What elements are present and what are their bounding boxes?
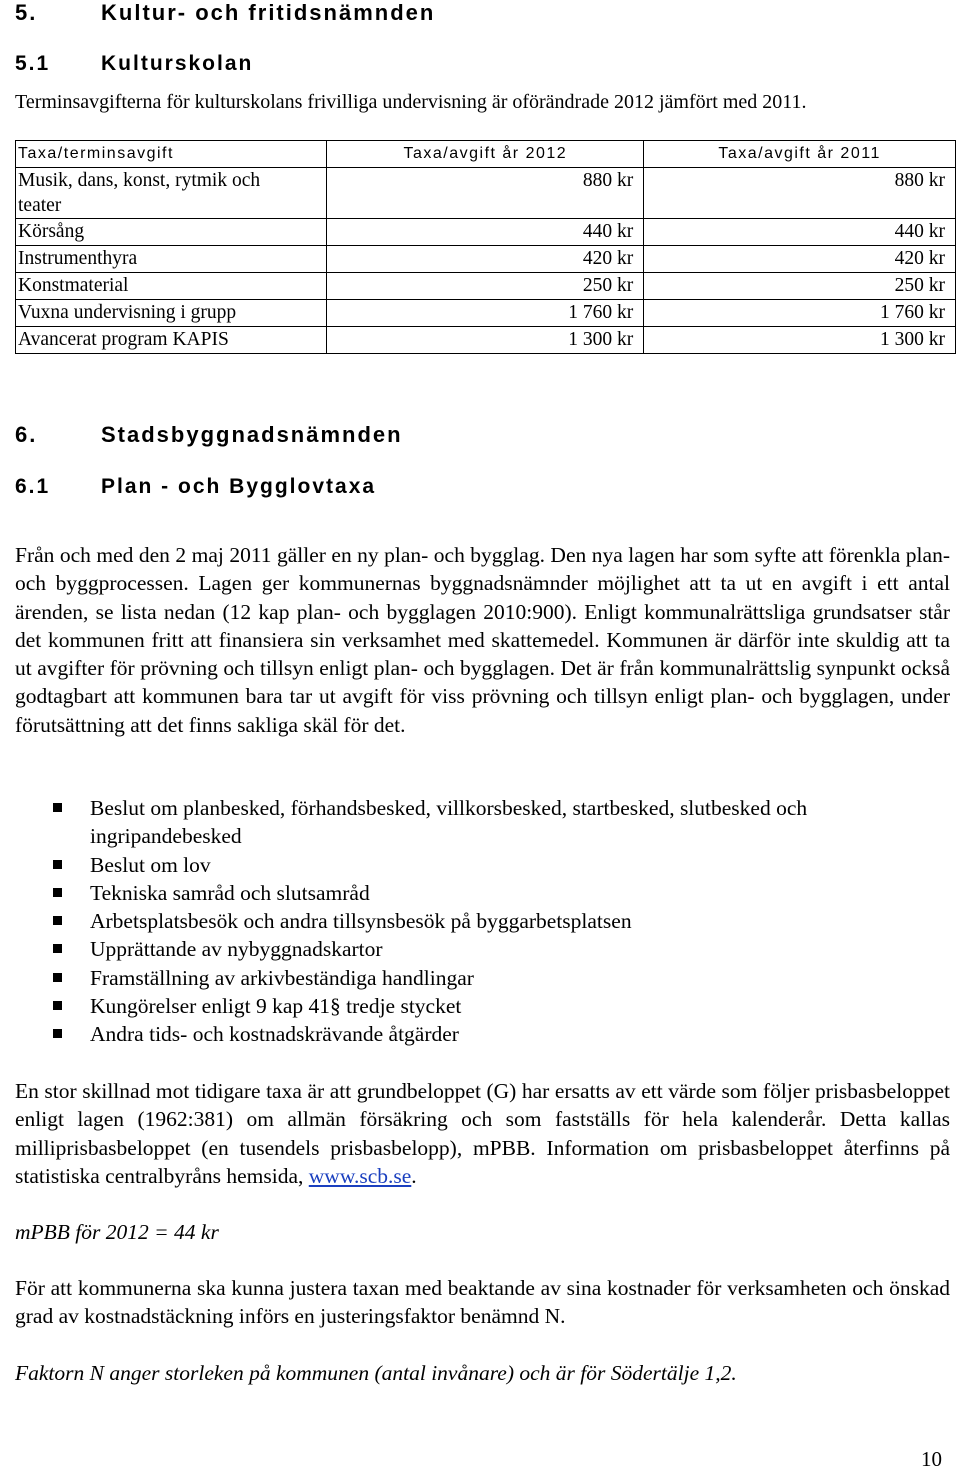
- adjustment-factor-paragraph: För att kommunerna ska kunna justera taxan med beaktande av sina kostnader för verksamheten och önskad grad av kostnadstäckning införs en justeringsfaktor benämnd N.: [15, 1276, 950, 1329]
- section-5-title: Kultur- och fritidsnämnden: [101, 0, 436, 25]
- list-item-text: Tekniska samråd och slutsamråd: [90, 880, 370, 905]
- list-item: [15, 907, 945, 935]
- base-amount-text: En stor skillnad mot tidigare taxa är att grundbeloppet (G) har ersatts av ett värde som följer prisbasbeloppet enligt lagen (1962:381) om allmän försäkring och som fastställs för hela kalenderår. Detta kallas milliprisbasbeloppet (en tusendels prisbasbelopp), mPBB. Information om prisbasbeloppet återfinns på statistiska centralbyråns hemsida,: [15, 1079, 950, 1188]
- table-row: [16, 300, 956, 327]
- fee-2011-cell: 420 kr: [644, 246, 956, 273]
- list-item-text: Arbetsplatsbesök och andra tillsynsbesök på byggarbetsplatsen: [90, 909, 632, 934]
- list-item-text: Beslut om planbesked, förhandsbesked, villkorsbesked, startbesked, slutbesked och ingripandebesked: [90, 796, 808, 849]
- list-item-text: Beslut om lov: [90, 852, 211, 877]
- square-bullet-icon: [53, 803, 62, 812]
- square-bullet-icon: [53, 944, 62, 953]
- list-item: [15, 851, 945, 879]
- list-item: [15, 879, 945, 907]
- square-bullet-icon: [53, 1029, 62, 1038]
- fee-2012-cell: 1 760 kr: [327, 300, 644, 327]
- section-6-heading: [15, 422, 403, 448]
- fee-2011-cell: 440 kr: [644, 219, 956, 246]
- list-item-text: Upprättande av nybyggnadskartor: [90, 937, 383, 962]
- list-item: [15, 794, 945, 851]
- fee-2011-cell: 1 760 kr: [644, 300, 956, 327]
- table-row: [16, 327, 956, 354]
- fee-cases-list: [15, 794, 945, 1049]
- fee-2011-cell: 880 kr: [644, 168, 956, 219]
- factor-n-paragraph: Faktorn N anger storleken på kommunen (antal invånare) och är för Södertälje 1,2.: [15, 1361, 737, 1385]
- fee-2012-cell: 250 kr: [327, 273, 644, 300]
- table-row: [16, 168, 956, 219]
- fee-label-cell: Vuxna undervisning i grupp: [16, 300, 327, 327]
- fee-table: [15, 140, 956, 354]
- fee-table-header-row: [16, 141, 956, 168]
- section-5-1-title: Kulturskolan: [101, 52, 254, 75]
- fee-label-cell: Konstmaterial: [16, 273, 327, 300]
- list-item-text: Kungörelser enligt 9 kap 41§ tredje stycket: [90, 994, 462, 1019]
- section-6-title: Stadsbyggnadsnämnden: [101, 422, 403, 447]
- section-5-1-number: 5.1: [15, 52, 51, 75]
- fee-table-header: Taxa/terminsavgift: [16, 141, 327, 168]
- section-5-1-heading: [15, 52, 253, 76]
- fee-label-cell: Körsång: [16, 219, 327, 246]
- fee-table-header: Taxa/avgift år 2011: [644, 141, 956, 168]
- section-6-1-heading: [15, 475, 376, 499]
- square-bullet-icon: [53, 916, 62, 925]
- fee-table-header: Taxa/avgift år 2012: [327, 141, 644, 168]
- list-item: [15, 992, 945, 1020]
- list-item: [15, 935, 945, 963]
- list-item-text: Framställning av arkivbeständiga handlingar: [90, 965, 474, 990]
- fee-2012-cell: 1 300 kr: [327, 327, 644, 354]
- fee-label-cell: [16, 168, 327, 219]
- section-6-1-number: 6.1: [15, 475, 51, 498]
- fee-2012-cell: 440 kr: [327, 219, 644, 246]
- square-bullet-icon: [53, 888, 62, 897]
- table-row: [16, 273, 956, 300]
- fee-label-cell: Instrumenthyra: [16, 246, 327, 273]
- section-5-number: 5.: [15, 0, 38, 25]
- fee-2012-cell: 880 kr: [327, 168, 644, 219]
- fee-label-cell: Avancerat program KAPIS: [16, 327, 327, 354]
- square-bullet-icon: [53, 1001, 62, 1010]
- list-item: [15, 1020, 945, 1048]
- square-bullet-icon: [53, 860, 62, 869]
- mpbb-value: mPBB för 2012 = 44 kr: [15, 1220, 219, 1244]
- scb-link[interactable]: www.scb.se: [308, 1163, 412, 1188]
- list-item-text: Andra tids- och kostnadskrävande åtgärder: [90, 1022, 459, 1047]
- fee-label-line: teater: [18, 195, 62, 216]
- section-6-1-title: Plan - och Bygglovtaxa: [101, 475, 377, 498]
- fee-2011-cell: 1 300 kr: [644, 327, 956, 354]
- fee-2011-cell: 250 kr: [644, 273, 956, 300]
- base-amount-paragraph: [15, 1077, 950, 1190]
- fee-label-line: Musik, dans, konst, rytmik och: [18, 170, 261, 191]
- fee-intro-text: Terminsavgifterna för kulturskolans frivilliga undervisning är oförändrade 2012 jämfört med 2011.: [15, 91, 807, 113]
- section-5-heading: [15, 0, 435, 26]
- square-bullet-icon: [53, 973, 62, 982]
- page-number: 10: [921, 1447, 942, 1471]
- table-row: [16, 246, 956, 273]
- table-row: [16, 219, 956, 246]
- base-amount-end: .: [411, 1163, 417, 1188]
- plan-law-paragraph: Från och med den 2 maj 2011 gäller en ny plan- och bygglag. Den nya lagen har som syfte att förenkla plan- och byggprocessen. Lagen ger kommunernas byggnadsnämnder möjlighet att ta ut en avgift i ett antal ärenden, se lista nedan (12 kap plan- och bygglagen 2010:900). Enligt kommunalrättsliga grundsatser står det kommunen fritt att finansiera sin verksamhet med skattemedel. Kommunen är därför inte skuldig att ta ut avgifter för prövning och tillsyn enligt plan- och bygglagen. Det är från kommunalrättslig synpunkt också godtagbart att kommunen bara tar ut avgift för viss prövning och tillsyn enligt plan- och bygglagen, under förutsättning att det finns sakliga skäl för det.: [15, 543, 950, 737]
- list-item: [15, 964, 945, 992]
- fee-2012-cell: 420 kr: [327, 246, 644, 273]
- section-6-number: 6.: [15, 422, 38, 447]
